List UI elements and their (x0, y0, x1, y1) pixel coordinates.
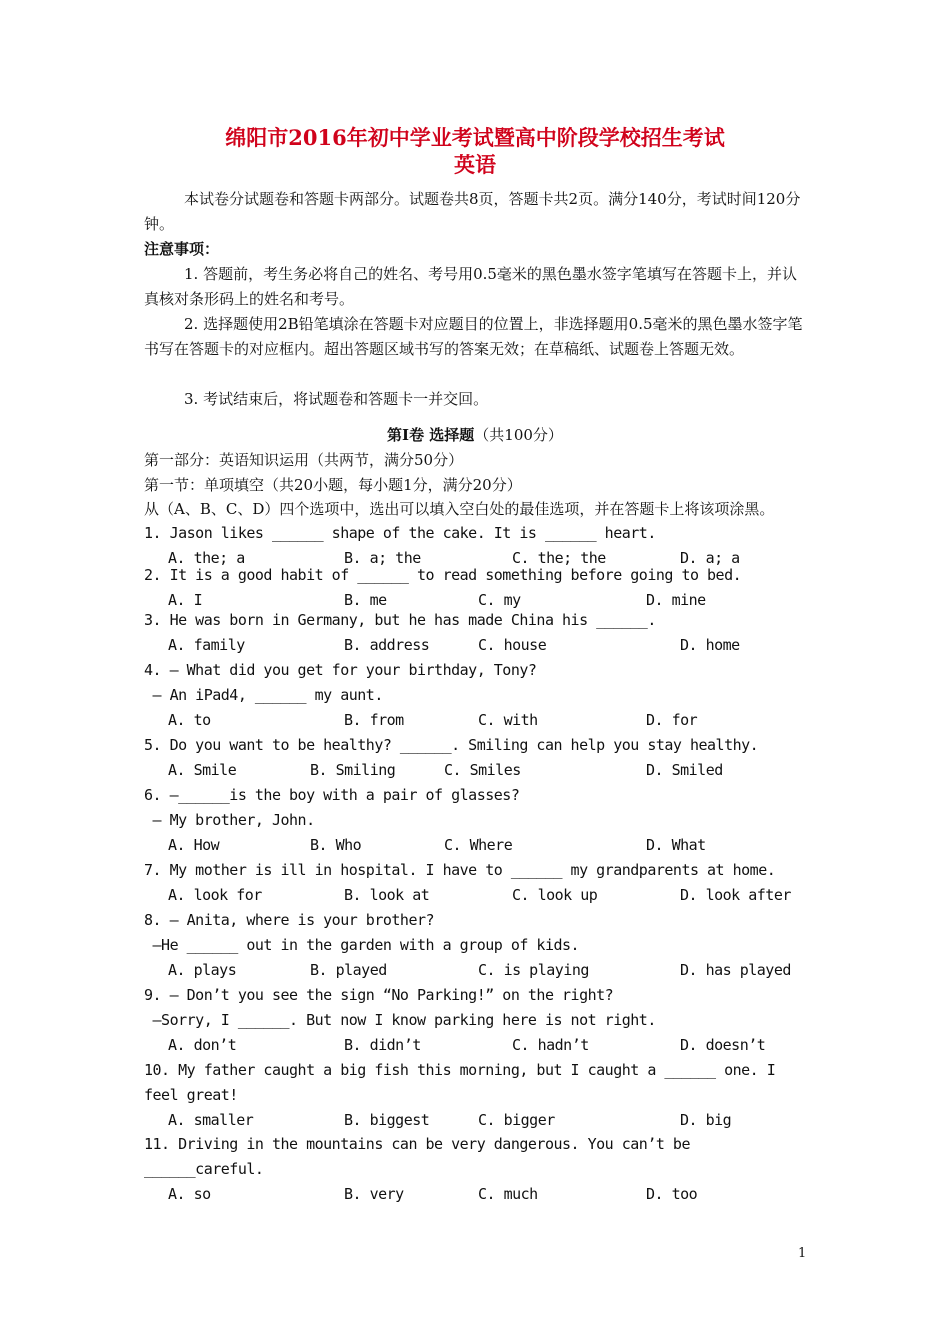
answer-option: B. a; the (344, 549, 421, 567)
answer-option: C. bigger (478, 1111, 555, 1129)
intro-paragraph: 本试卷分试题卷和答题卡两部分。试题卷共8页，答题卡共2页。满分140分，考试时间120分钟。 (144, 190, 801, 233)
answer-option: A. look for (168, 886, 262, 904)
answer-option: C. hadn’t (512, 1036, 589, 1054)
note-item: 3. 考试结束后，将试题卷和答题卡一并交回。 (184, 390, 489, 408)
part-heading: 第一部分：英语知识运用（共两节，满分50分） (144, 451, 464, 469)
answer-option: D. big (680, 1111, 732, 1129)
answer-option: C. look up (512, 886, 598, 904)
question-stem: 4. — What did you get for your birthday, Tony? (144, 661, 537, 679)
subject-title: 英语 (454, 152, 496, 177)
answer-option: B. from (344, 711, 404, 729)
answer-option: C. house (478, 636, 547, 654)
question-line: feel great! (144, 1086, 238, 1104)
question-stem: 1. Jason likes ______ shape of the cake. It is ______ heart. (144, 524, 656, 542)
question-stem: 5. Do you want to be healthy? ______. Smiling can help you stay healthy. (144, 736, 759, 754)
answer-option: C. Smiles (444, 761, 521, 779)
question-stem: 10. My father caught a big fish this morning, but I caught a ______ one. I (144, 1061, 776, 1079)
answer-option: B. look at (344, 886, 430, 904)
answer-option: D. too (646, 1185, 698, 1203)
section-score: （共100分） (474, 426, 563, 444)
question-stem: 7. My mother is ill in hospital. I have to ______ my grandparents at home. (144, 861, 776, 879)
answer-option: A. to (168, 711, 211, 729)
answer-option: C. Where (444, 836, 513, 854)
answer-option: D. What (646, 836, 706, 854)
instruction: 从（A、B、C、D）四个选项中，选出可以填入空白处的最佳选项，并在答题卡上将该项涂黑。 (144, 500, 775, 518)
answer-option: A. family (168, 636, 245, 654)
answer-option: D. a; a (680, 549, 740, 567)
answer-option: B. me (344, 591, 387, 609)
answer-option: B. Smiling (310, 761, 396, 779)
answer-option: B. didn’t (344, 1036, 421, 1054)
question-line: —He ______ out in the garden with a group of kids. (144, 936, 580, 954)
page-number: 1 (798, 1246, 807, 1261)
question-stem: 9. — Don’t you see the sign “No Parking!” on the right? (144, 986, 614, 1004)
answer-option: C. is playing (478, 961, 589, 979)
answer-option: C. my (478, 591, 521, 609)
answer-option: A. so (168, 1185, 211, 1203)
answer-option: B. very (344, 1185, 404, 1203)
answer-option: D. look after (680, 886, 791, 904)
question-stem: 6. —______is the boy with a pair of glasses? (144, 786, 520, 804)
question-stem: 8. — Anita, where is your brother? (144, 911, 435, 929)
answer-option: A. smaller (168, 1111, 254, 1129)
answer-option: C. much (478, 1185, 538, 1203)
answer-option: D. has played (680, 961, 791, 979)
answer-option: D. home (680, 636, 740, 654)
note-item: 1. 答题前，考生务必将自己的姓名、考号用0.5毫米的黑色墨水签字笔填写在答题卡上，并认真核对条形码上的姓名和考号。 (144, 265, 797, 308)
question-line: — My brother, John. (144, 811, 315, 829)
question-line: —Sorry, I ______. But now I know parking here is not right. (144, 1011, 656, 1029)
answer-option: C. with (478, 711, 538, 729)
answer-option: A. Smile (168, 761, 237, 779)
section-title-line (0, 424, 950, 445)
subpart-heading: 第一节：单项填空（共20小题，每小题1分，满分20分） (144, 476, 522, 494)
answer-option: A. plays (168, 961, 237, 979)
answer-option: A. the; a (168, 549, 245, 567)
answer-option: B. played (310, 961, 387, 979)
exam-title: 绵阳市2016年初中学业考试暨高中阶段学校招生考试 (225, 125, 725, 150)
answer-option: D. doesn’t (680, 1036, 766, 1054)
answer-option: A. I (168, 591, 203, 609)
answer-option: B. Who (310, 836, 362, 854)
question-line: ______careful. (144, 1160, 264, 1178)
answer-option: B. biggest (344, 1111, 430, 1129)
question-line: — An iPad4, ______ my aunt. (144, 686, 383, 704)
question-stem: 3. He was born in Germany, but he has made China his ______. (144, 611, 656, 629)
answer-option: D. for (646, 711, 698, 729)
answer-option: A. How (168, 836, 220, 854)
question-stem: 2. It is a good habit of ______ to read something before going to bed. (144, 566, 742, 584)
answer-option: D. Smiled (646, 761, 723, 779)
answer-option: A. don’t (168, 1036, 237, 1054)
section-title: 第Ⅰ卷 选择题 (387, 426, 475, 444)
note-item: 2. 选择题使用2B铅笔填涂在答题卡对应题目的位置上，非选择题用0.5毫米的黑色墨水签字笔书写在答题卡的对应框内。超出答题区域书写的答案无效；在草稿纸、试题卷上答题无效。 (144, 315, 803, 358)
notes-heading: 注意事项： (144, 240, 220, 258)
answer-option: D. mine (646, 591, 706, 609)
answer-option: C. the; the (512, 549, 606, 567)
question-stem: 11. Driving in the mountains can be very dangerous. You can’t be (144, 1135, 690, 1153)
answer-option: B. address (344, 636, 430, 654)
